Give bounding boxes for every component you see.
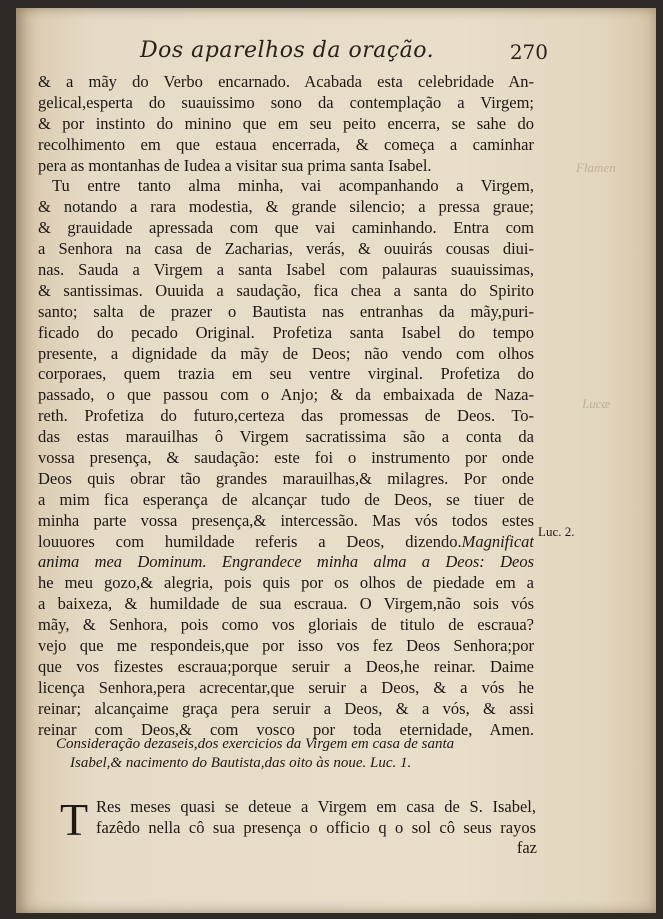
text-line: vejo que me respondeis,que por isso vos fez Deos Senhora;por: [38, 636, 534, 656]
text-line: das estas marauilhas ô Virgem sacratissima são a conta da: [38, 427, 534, 447]
text-line: & notando a rara modestia, & grande silencio; a pressa graue;: [38, 197, 534, 217]
text-line: Deos quis obrar tão grandes marauilhas,& milagres. Por onde: [38, 468, 534, 488]
text-line: recolhimento em que estaua encerrada, & começa a caminhar: [38, 134, 534, 154]
text-line: nas. Sauda a Virgem a santa Isabel com palauras suauissimas,: [38, 260, 534, 280]
page-header: [140, 38, 560, 70]
text-line: Tu entre tanto alma minha, vai acompanhando a Virgem,: [52, 176, 534, 196]
heading-line-2: Isabel,& nacimento do Bautista,das oito às noue. Luc. 1.: [70, 755, 412, 771]
bleed-through-text: Flamen: [576, 160, 616, 175]
text-line: & grauidade apressada com que vai caminhando. Entra com: [38, 218, 534, 238]
running-head: Dos aparelhos da oração.: [140, 38, 435, 63]
text-line: reinar com Deos,& com vosco por toda eternidade, Amen.: [38, 719, 534, 739]
text-line: mãy, & Senhora, pois como vos gloriais de titulo de escraua?: [38, 615, 534, 635]
text-line-start: louuores com humildade referis a Deos, dizendo.: [38, 531, 462, 551]
text-line: passado, o que passou com o Anjo; & da embaixada de Naza-: [38, 385, 534, 405]
text-line: gelical,esperta do suauissimo sono da contemplação a Virgem;: [38, 92, 534, 112]
text-line: he meu gozo,& alegria, pois quis por os olhos de piedade em a: [38, 573, 534, 593]
text-line: corporaes, quem trazia em seu ventre virginal. Profetiza do: [38, 364, 534, 384]
catchword: faz: [516, 838, 537, 857]
text-line: & a mãy do Verbo encarnado. Acabada esta celebridade An-: [38, 72, 534, 91]
drop-cap-initial: T: [60, 794, 89, 845]
text-line-magnificat: [38, 532, 534, 553]
magnificat-italic: Magnificat: [461, 531, 534, 551]
text-line: Res meses quasi se deteue a Virgem em casa de S. Isabel,: [96, 797, 536, 816]
text-line: a mim fica esperança de alcançar tudo de Deos, se tiuer de: [38, 489, 534, 509]
text-line: reinar; alcançaime graça pera seruir a Deos, & a vós, & assi: [38, 698, 534, 718]
text-line: presente, a dignidade da mãy de Deos; não vendo com olhos: [38, 343, 534, 363]
heading-line-1: Consideração dezaseis,dos exercicios da Virgem em casa de santa: [56, 736, 455, 752]
text-line: ficado do pecado Original. Profetiza santa Isabel do tempo: [38, 322, 534, 342]
bleed-through-text: Lucæ: [582, 396, 611, 411]
text-line: pera as montanhas de Iudea a visitar sua prima santa Isabel.: [38, 155, 432, 175]
text-line: vossa presença, & saudação: este foi o instrumento por onde: [38, 448, 534, 468]
margin-note: Luc. 2.: [538, 524, 575, 539]
text-line: reth. Profetiza do futuro,certeza das promessas de Deos. To-: [38, 406, 534, 426]
text-line: a Senhora na casa de Zacharias, verás, & ouuirás cousas diui-: [38, 239, 534, 259]
page-number: 270: [509, 40, 548, 64]
text-line: & santissimas. Ouuida a saudação, fica chea a santa do Spirito: [38, 280, 534, 300]
text-line: minha parte vossa presença,& intercessão. Mas vós todos estes: [38, 510, 534, 530]
text-line: santo; salta de prazer o Bautista nas entranhas da mãy,puri-: [38, 301, 534, 321]
main-paragraph: [38, 72, 534, 741]
second-paragraph: [96, 797, 536, 839]
text-line: fazêdo nella cô sua presença o officio q o sol cô seus rayos: [96, 817, 536, 837]
text-line: & por instinto do minino que em seu peito encerra, se sahe do: [38, 113, 534, 133]
text-line: a baixeza, & humildade de sua escraua. O Virgem,não sois vós: [38, 594, 534, 614]
text-line: licença Senhora,pera acrecentar,que seruir a Deos, & a vós he: [38, 677, 534, 697]
text-line-italic-start: anima mea Dominum. Engrandece minha alma a Deos: Deos: [38, 552, 534, 572]
text-line: que vos fizestes escraua;porque seruir a Deos,he reinar. Daime: [38, 656, 534, 676]
section-heading: [56, 735, 536, 773]
